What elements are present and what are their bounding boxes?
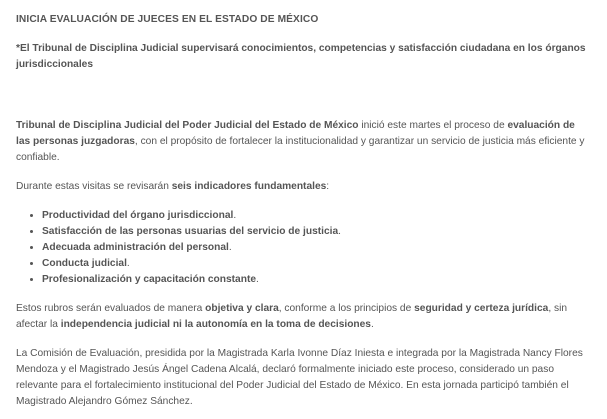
criteria-text-1: Estos rubros serán evaluados de manera (16, 303, 206, 314)
indicators-list (16, 208, 591, 288)
headline: INICIA EVALUACIÓN DE JUECES EN EL ESTADO DE MÉXICO (16, 14, 319, 25)
indicator-end: . (228, 242, 232, 253)
intro-text-1: inició este martes el proceso de (358, 120, 508, 131)
intro-strong-1: Tribunal de Disciplina Judicial del Poder Judicial del Estado de México (16, 120, 359, 131)
indicators-intro-text-2: : (326, 181, 330, 192)
indicator-label: Adecuada administración del personal (42, 242, 229, 253)
indicator-end: . (338, 226, 341, 237)
indicators-intro-text-1: Durante estas visitas se revisarán (16, 181, 172, 192)
list-item (42, 272, 591, 288)
indicator-label: Satisfacción de las personas usuarias del servicio de justicia (42, 226, 339, 237)
subheadline: *El Tribunal de Disciplina Judicial supervisará conocimientos, competencias y satisfacción ciudadana en los órganos jurisdiccionales (16, 43, 586, 70)
intro-strong-2: evaluación de las personas juzgadoras (16, 120, 575, 147)
criteria-text-3: , sin afectar la (16, 303, 567, 330)
criteria-strong-1: objetiva y clara (205, 303, 279, 314)
indicator-end: . (233, 210, 237, 221)
indicator-label: Productividad del órgano jurisdiccional (42, 210, 234, 221)
criteria-strong-2: seguridad y certeza jurídica (414, 303, 549, 314)
list-item (42, 256, 591, 272)
indicator-end: . (256, 274, 259, 285)
indicator-label: Profesionalización y capacitación constante (42, 274, 257, 285)
indicator-end: . (126, 258, 130, 269)
indicator-label: Conducta judicial (42, 258, 127, 269)
criteria-strong-3: independencia judicial ni la autonomía en la toma de decisiones (60, 319, 371, 330)
criteria-text-2: , conforme a los principios de (278, 303, 415, 314)
list-item (42, 224, 591, 240)
list-item (42, 240, 591, 256)
criteria-text-4: . (370, 319, 374, 330)
indicators-intro-strong: seis indicadores fundamentales (171, 181, 327, 192)
indicators-intro-paragraph (16, 179, 591, 195)
commission-paragraph: La Comisión de Evaluación, presidida por la Magistrada Karla Ivonne Díaz Iniesta e integrada por la Magistrada Nancy Flores Mendoza y el Magistrado Jesús Ángel Cadena Alcalá, declaró formalmente iniciado este proceso, considerado un paso relevante para el fortalecimiento institucional del Poder Judicial del Estado de México. En esta jornada participó también el Magistrado Alejandro Gómez Sánchez. (16, 348, 583, 407)
list-item (42, 208, 591, 224)
intro-paragraph (16, 118, 591, 166)
criteria-paragraph (16, 301, 591, 333)
intro-text-2: , con el propósito de fortalecer la institucionalidad y garantizar un servicio de justicia más eficiente y confiable. (16, 136, 585, 163)
